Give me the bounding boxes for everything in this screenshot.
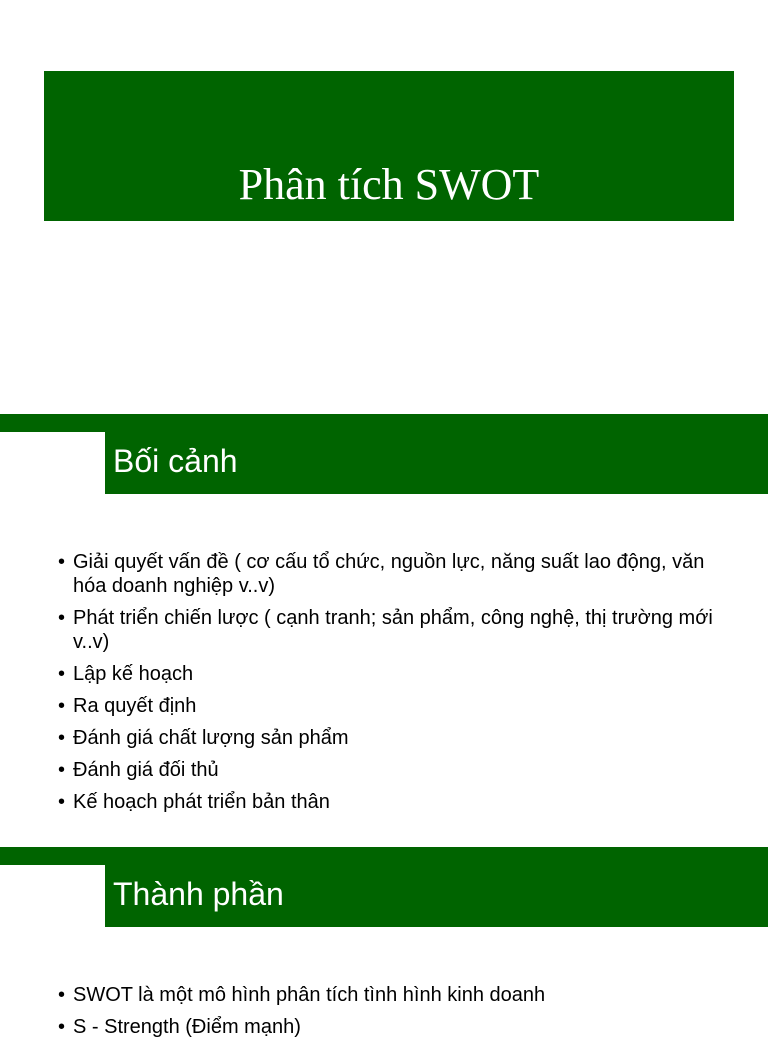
bullet-icon: • xyxy=(58,551,66,573)
bullet-icon: • xyxy=(58,791,66,813)
list-item-text: Giải quyết vấn đề ( cơ cấu tổ chức, nguồn lực, năng suất lao động, văn hóa doanh nghiệp v..v) xyxy=(73,551,705,597)
list-item-text: SWOT là một mô hình phân tích tình hình kinh doanh xyxy=(73,984,546,1006)
list-item xyxy=(58,694,738,718)
list-item-text: Đánh giá chất lượng sản phẩm xyxy=(73,727,349,749)
list-item xyxy=(58,550,738,598)
list-item xyxy=(58,1015,738,1039)
section-top-band xyxy=(0,414,768,432)
list-item-text: Ra quyết định xyxy=(73,695,197,717)
bullet-icon: • xyxy=(58,1016,66,1038)
bullet-icon: • xyxy=(58,984,66,1006)
list-item xyxy=(58,758,738,782)
section-header-components xyxy=(105,865,768,927)
list-item xyxy=(58,790,738,814)
list-item-text: Kế hoạch phát triển bản thân xyxy=(73,791,330,813)
list-item xyxy=(58,606,738,654)
list-item-text: S - Strength (Điểm mạnh) xyxy=(73,1016,301,1038)
bullet-icon: • xyxy=(58,759,66,781)
bullet-icon: • xyxy=(58,727,66,749)
section-heading: Thành phần xyxy=(113,876,284,912)
section-header-context xyxy=(105,432,768,494)
list-item-text: Lập kế hoạch xyxy=(73,663,194,685)
bullet-icon: • xyxy=(58,607,66,629)
context-bullet-list xyxy=(58,550,738,822)
title-banner xyxy=(44,71,734,221)
list-item-text: Đánh giá đối thủ xyxy=(73,759,219,781)
section-top-band xyxy=(0,847,768,865)
slide-title: Phân tích SWOT xyxy=(238,160,540,209)
components-bullet-list xyxy=(58,983,738,1047)
list-item xyxy=(58,983,738,1007)
list-item xyxy=(58,726,738,750)
bullet-icon: • xyxy=(58,663,66,685)
bullet-icon: • xyxy=(58,695,66,717)
list-item-text: Phát triển chiến lược ( cạnh tranh; sản phẩm, công nghệ, thị trường mới v..v) xyxy=(73,607,713,653)
list-item xyxy=(58,662,738,686)
section-heading: Bối cảnh xyxy=(113,443,238,479)
